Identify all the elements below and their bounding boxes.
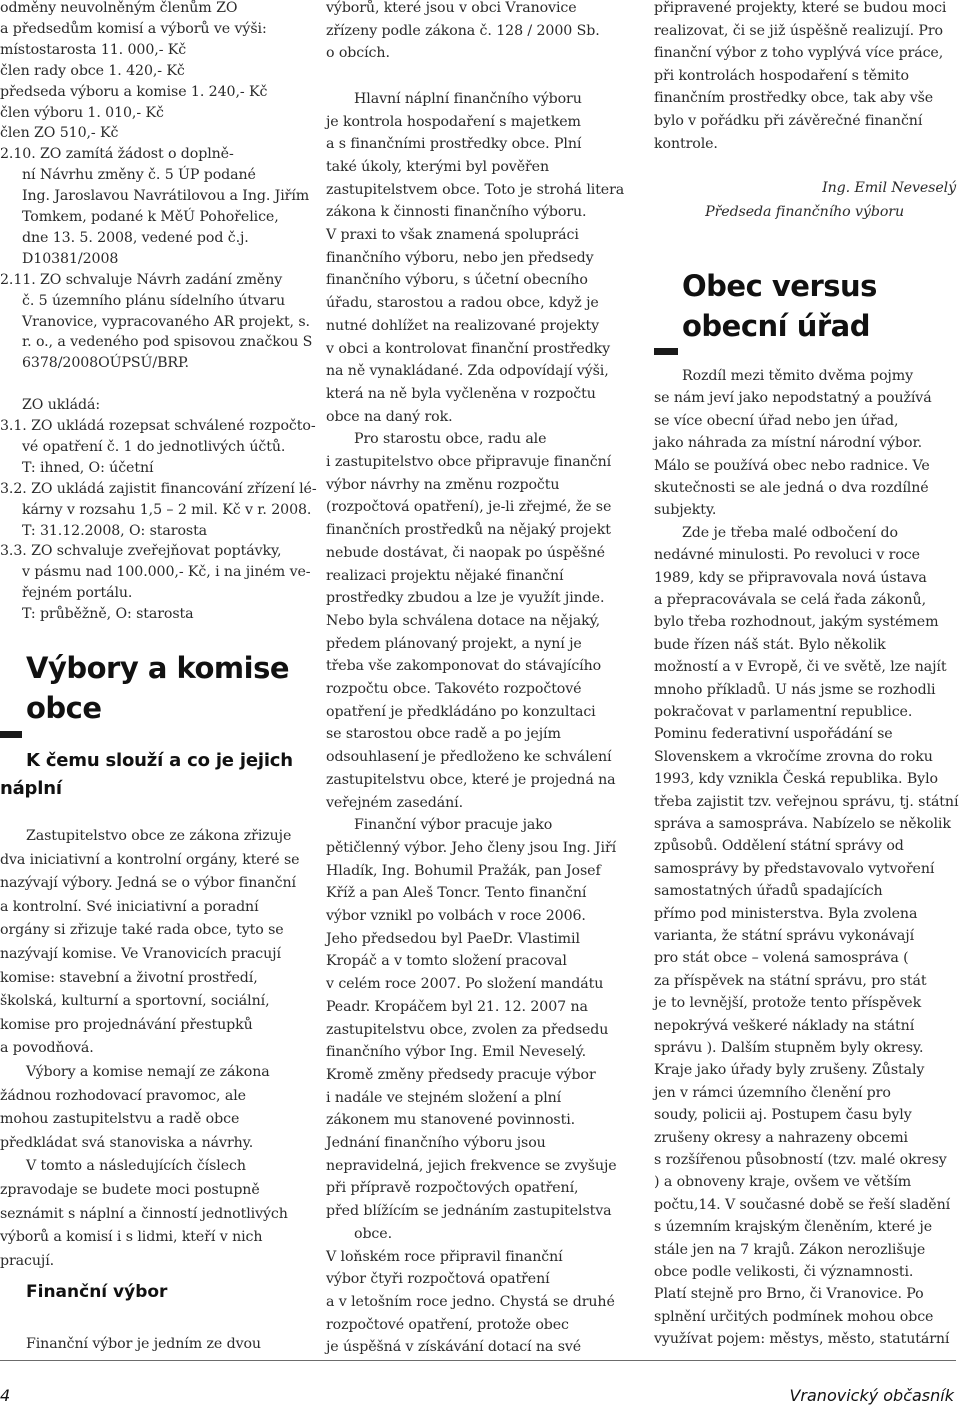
text-line: výbor vznikl po volbách v roce 2006. — [326, 908, 586, 924]
text-line: je kontrola hospodaření s majetkem — [326, 113, 581, 130]
text-line: varianta, že státní správu vykonávají — [654, 928, 915, 944]
text-line: zastupitelstvu obce, zvolen za předsedu — [326, 1021, 609, 1038]
text-line: D10381/2008 — [22, 250, 119, 267]
subsection-heading: Finanční výbor — [26, 1282, 168, 1302]
text-line: Hladík, Ing. Bohumil Pražák, pan Josef — [326, 862, 601, 879]
text-line: skutečnosti se ale jedná o dva rozdílné — [654, 480, 929, 496]
text-line: možností a v Evropě, či ve světě, lze najít — [654, 659, 947, 676]
text-line: i zastupitelstvo obce připravuje finanční — [326, 454, 612, 470]
text-line: nepravidelná, jejich frekvence se zvyšuje — [326, 1157, 617, 1174]
text-line: Výbory a komise nemají ze zákona — [26, 1064, 270, 1080]
text-line: Platí stejně pro Brno, či Vranovice. Po — [654, 1286, 924, 1303]
text-line: Jeho předsedou byl PaeDr. Vlastimil — [326, 930, 580, 947]
text-line: obce. — [354, 1225, 392, 1242]
text-line: v obci a kontrolovat finanční prostředky — [326, 340, 611, 357]
text-line: zřízeny podle zákona č. 128 / 2000 Sb. — [326, 22, 600, 39]
text-line: je úspěšná v získávání dotací na své — [326, 1339, 582, 1356]
text-line: realizovat, či se již úspěšně realizují. Pro — [654, 22, 943, 39]
text-line: s územním krajským členěním, které je — [654, 1219, 933, 1236]
paragraph-line: Finanční výbor je jedním ze dvou — [26, 1336, 261, 1352]
publication-name: Vranovický občasník — [789, 1386, 954, 1405]
subheading-line-1: K čemu slouží a co je jejich — [26, 750, 293, 771]
text-line: a s finančními prostředky obce. Plní — [326, 136, 582, 153]
text-line: 2.11. ZO schvaluje Návrh zadání změny — [0, 271, 283, 288]
text-line: a kontrolní. Své iniciativní a poradní — [0, 898, 259, 915]
footer-divider — [0, 1360, 956, 1361]
text-line: třeba zajistit tzv. veřejnou správu, tj. státní — [654, 793, 959, 810]
text-line: finanční výbor z toho vyplývá více práce, — [654, 45, 944, 62]
text-line: výborů a komisí i s lidmi, kteří v nich — [0, 1229, 263, 1246]
text-line — [326, 66, 630, 86]
text-line: bude řízen náš stát. Bylo několik — [654, 636, 886, 653]
text-line: počtu,14. V současné době se řeší sladění — [654, 1196, 951, 1213]
text-line: se starostou obce radě a po jejím — [326, 726, 561, 743]
section-heading-line-1: Obec versus — [682, 269, 877, 303]
page-number: 4 — [0, 1386, 11, 1405]
text-line: předkládat svá stanoviska a návrhy. — [0, 1134, 254, 1151]
text-line: místostarosta 11. 000,- Kč — [0, 41, 187, 58]
text-line: o obcích. — [326, 45, 390, 62]
text-line: i nadále ve stejném složení a plní — [326, 1089, 562, 1106]
text-line: splnění určitých podmínek mohou obce — [654, 1308, 934, 1325]
text-line: připravené projekty, které se budou moci — [654, 0, 947, 16]
text-line: finančním prostředky obce, tak aby vše — [654, 90, 934, 107]
text-line: Pro starostu obce, radu ale — [354, 431, 547, 448]
text-line: předseda výboru a komise 1. 240,- Kč — [0, 83, 268, 100]
text-line: správu ). Dalším stupněm byly okresy. — [654, 1040, 924, 1056]
signature-name: Ing. Emil Neveselý — [822, 180, 956, 196]
text-line: pracují. — [0, 1252, 55, 1269]
text-line: rozpočtu obce. Takovéto rozpočtové — [326, 681, 582, 697]
text-line: Jednání finančního výboru jsou — [326, 1135, 546, 1151]
text-line: školská, kulturní a sportovní, sociální, — [0, 993, 270, 1010]
text-line: stále jen na 7 krajů. Zákon nerozlišuje — [654, 1241, 926, 1258]
text-line: výborů, které jsou v obci Vranovice — [326, 0, 577, 16]
text-line: samosprávy by představovalo vytvoření — [654, 860, 935, 877]
text-line: před blížícím se jednáním zastupitelstva — [326, 1203, 612, 1220]
section-heading-line-2: obecní úřad — [682, 309, 870, 343]
text-line: Vranovice, vypracovaného AR projekt, s. — [22, 313, 310, 330]
text-line: využívat pojem: městys, město, statutární — [654, 1331, 950, 1348]
heading-marker — [0, 731, 22, 738]
text-line: subjekty. — [654, 502, 717, 519]
text-line: s rozšířenou působností (tzv. malé okresy — [654, 1152, 947, 1168]
text-line: zrušeny okresy a nahrazeny obcemi — [654, 1129, 908, 1146]
text-line: a přepracovávala se celá řada zákonů, — [654, 592, 926, 608]
section-heading-line-1: Výbory a komise — [26, 651, 290, 685]
text-line: přímo pod ministerstva. Byla zvolena — [654, 905, 918, 922]
text-line: člen ZO 510,- Kč — [0, 125, 119, 142]
text-line: Kraje jako úřady byly zrušeny. Zůstaly — [654, 1062, 925, 1079]
text-line: Peadr. Kropáčem byl 21. 12. 2007 na — [326, 998, 588, 1015]
text-line: řejném portálu. — [22, 585, 133, 602]
text-line: V praxi to však znamená spolupráci — [326, 227, 579, 243]
text-line: výbor čtyři rozpočtová opatření — [326, 1271, 550, 1288]
text-line: dne 13. 5. 2008, vedené pod č.j. — [22, 229, 249, 246]
text-line: nazývají komise. Ve Vranovicích pracují — [0, 946, 281, 962]
text-line: je to levnější, protože tento příspěvek — [654, 995, 922, 1012]
text-line: zákona k činnosti finančního výboru. — [326, 204, 587, 221]
text-line: opatření je předkládáno po konzultaci — [326, 703, 596, 720]
text-line: obce podle velikosti, či významnosti. — [654, 1264, 914, 1280]
text-line: Kropáč a v tomto složení pracoval — [326, 953, 567, 970]
text-line: na ně vynakládané. Zda odpovídají výši, — [326, 363, 609, 380]
text-line: a předsedům komisí a výborů ve výši: — [0, 20, 267, 37]
text-line: finančního výboru, nebo jen předsedy — [326, 249, 594, 266]
heading-marker — [654, 348, 678, 355]
text-line: zákonem mu stanovené povinnosti. — [326, 1112, 576, 1129]
subheading-line-2: náplní — [0, 778, 62, 799]
text-line: 3.2. ZO ukládá zajistit financování zřízení lé- — [0, 480, 317, 497]
text-line: způsobů. Oddělení státní správy od — [654, 838, 904, 855]
text-line: Málo se používá obec nebo radnice. Ve — [654, 457, 930, 474]
text-line: odměny neuvolněným členům ZO — [0, 0, 238, 16]
text-line: T: 31.12.2008, O: starosta — [22, 522, 208, 539]
text-line: Kříž a pan Aleš Toncr. Tento finanční — [326, 885, 587, 902]
text-line: nutné dohlížet na realizované projekty — [326, 317, 600, 334]
text-line: také úkoly, kterými byl pověřen — [326, 158, 550, 175]
text-line: se nám jeví jako nepodstatný a používá — [654, 390, 932, 407]
text-line: Tomkem, podané k MěÚ Pohořelice, — [22, 209, 279, 225]
text-line: finančního výboru, s účetní obecního — [326, 272, 588, 289]
text-line: nedávné minulosti. Po revoluci v roce — [654, 547, 920, 564]
text-line: Nebo byla schválena dotace na nějaký, — [326, 612, 601, 629]
text-line: v pásmu nad 100.000,- Kč, i na jiném ve- — [22, 564, 311, 581]
text-line: realizaci projektu nějaké finanční — [326, 567, 564, 584]
text-line: žádnou rozhodovací pravomoc, ale — [0, 1087, 246, 1104]
text-line: a v letošním roce jedno. Chystá se druhé — [326, 1293, 615, 1310]
text-line: ) a obnoveny kraje, ovšem ve větším — [654, 1174, 912, 1191]
text-line: při přípravě rozpočtových opatření, — [326, 1180, 579, 1197]
text-line: seznámit s náplní a činností jednotlivých — [0, 1205, 288, 1222]
section-heading-line-2: obce — [26, 691, 102, 725]
text-line: samostatných úřadů spadajících — [654, 883, 883, 900]
text-line: člen výboru 1. 010,- Kč — [0, 104, 164, 121]
text-line: 6378/2008OÚPSÚ/BRP. — [22, 355, 189, 372]
text-line: nepokrývá veškeré náklady na státní — [654, 1017, 915, 1034]
text-line: komise pro projednávání přestupků — [0, 1016, 253, 1033]
text-line: dva iniciativní a kontrolní orgány, které se — [0, 851, 300, 868]
text-line: zastupitelstvu obce, které je projedná na — [326, 771, 616, 788]
text-line: mnoho příkladů. U nás jsme se rozhodli — [654, 681, 936, 698]
text-line: orgány si zřizuje také rada obce, tyto se — [0, 922, 284, 939]
text-line: která na ně byla vyčleněna v rozpočtu — [326, 385, 596, 402]
text-line: nazývají výbory. Jedná se o výbor finanční — [0, 875, 296, 892]
text-line: kárny v rozsahu 1,5 – 2 mil. Kč v r. 2008. — [22, 501, 312, 518]
text-line: třeba vše zakomponovat do stávajícího — [326, 658, 602, 675]
text-line: jen v rámci územního členění pro — [654, 1084, 891, 1101]
text-line: v celém roce 2007. Po složení mandátu — [326, 976, 604, 993]
text-line: výbor návrhy na změnu rozpočtu — [326, 476, 560, 493]
text-line: vé opatření č. 1 do jednotlivých účtů. — [22, 438, 286, 455]
text-line: 1993, kdy vznikla Česká republika. Bylo — [654, 771, 938, 788]
text-line: Hlavní náplní finančního výboru — [354, 90, 582, 107]
text-line: nebude dostávat, či naopak po úspěšné — [326, 544, 605, 561]
text-line: mohou zastupitelstvu a radě obce — [0, 1111, 240, 1128]
text-line: ní Návrhu změny č. 5 ÚP podané — [22, 167, 256, 184]
text-line — [0, 374, 310, 394]
text-line: finančního výbor Ing. Emil Neveselý. — [326, 1044, 586, 1061]
text-line: zpravodaje se budete moci postupně — [0, 1182, 260, 1198]
text-line: 2.10. ZO zamítá žádost o doplně- — [0, 146, 234, 163]
text-line: za příspěvek na státní správu, pro stát — [654, 972, 927, 989]
text-line: kontrole. — [654, 135, 718, 152]
text-line: bylo v pořádku při závěrečné finanční — [654, 113, 923, 129]
text-line: odsouhlasení je předloženo ke schválení — [326, 749, 612, 766]
text-line: správa a samospráva. Nabízelo se několik — [654, 816, 951, 832]
text-line: se více obecní úřad nebo jen úřad, — [654, 412, 899, 429]
text-line: bylo třeba rozhodnout, jakým systémem — [654, 614, 939, 631]
text-line: finančních prostředků na nějaký projekt — [326, 522, 611, 539]
text-line: Zastupitelstvo obce ze zákona zřizuje — [26, 828, 292, 844]
text-line: ZO ukládá: — [22, 397, 101, 414]
text-line: Pominu federativní uspořádání se — [654, 726, 893, 743]
text-line: 3.3. ZO schvaluje zveřejňovat poptávky, — [0, 543, 282, 560]
text-line: a povodňová. — [0, 1040, 94, 1057]
signature-role: Předseda finančního výboru — [705, 204, 904, 220]
text-line: Kromě změny předsedy pracuje výbor — [326, 1066, 596, 1083]
text-line: T: průběžně, O: starosta — [22, 606, 194, 623]
text-line: Finanční výbor pracuje jako — [354, 817, 553, 834]
text-line: Slovenskem a vkročíme zrovna do roku — [654, 748, 933, 765]
text-line: člen rady obce 1. 420,- Kč — [0, 62, 185, 79]
text-line: V tomto a následujících číslech — [26, 1158, 246, 1175]
text-line: jako náhrada za místní národní výbor. — [654, 435, 923, 452]
text-line: V loňském roce připravil finanční — [326, 1248, 563, 1265]
text-line: prostředky zbudou a lze je využít jinde. — [326, 590, 605, 607]
text-line: č. 5 územního plánu sídelního útvaru — [22, 292, 286, 309]
text-line: 3.1. ZO ukládá rozepsat schválené rozpočto- — [0, 418, 316, 434]
text-line: Zde je třeba malé odbočení do — [682, 524, 898, 541]
text-line: Ing. Jaroslavou Navrátilovou a Ing. Jiřím — [22, 188, 310, 205]
text-line: komise: stavební a životní prostředí, — [0, 969, 258, 986]
text-line: Rozdíl mezi těmito dvěma pojmy — [682, 368, 913, 384]
text-line: T: ihned, O: účetní — [22, 459, 154, 476]
text-line: obce na daný rok. — [326, 408, 453, 425]
text-line: pokračovat v parlamentní republice. — [654, 704, 913, 720]
text-line: veřejném zasedání. — [326, 794, 464, 811]
text-line: při kontrolách hospodaření s těmito — [654, 67, 909, 84]
text-line: předem plánovaný projekt, a nyní je — [326, 635, 582, 652]
text-line: soudy, policii aj. Postupem času byly — [654, 1107, 912, 1124]
text-line: r. o., a vedeného pod spisovou značkou S — [22, 334, 313, 351]
text-line: rozpočtové opatření, protože obec — [326, 1316, 569, 1333]
text-line: (rozpočtová opatření), je-li zřejmé, že se — [326, 499, 612, 516]
text-line: pětičlenný výbor. Jeho členy jsou Ing. Jiří — [326, 839, 617, 856]
text-line: úřadu, starostou a radou obce, když je — [326, 295, 599, 312]
text-line: zastupitelstvem obce. Toto je strohá litera — [326, 181, 625, 198]
text-line: pro stát obce – volená samospráva ( — [654, 950, 909, 967]
text-line: 1989, kdy se připravovala nová ústava — [654, 569, 927, 586]
